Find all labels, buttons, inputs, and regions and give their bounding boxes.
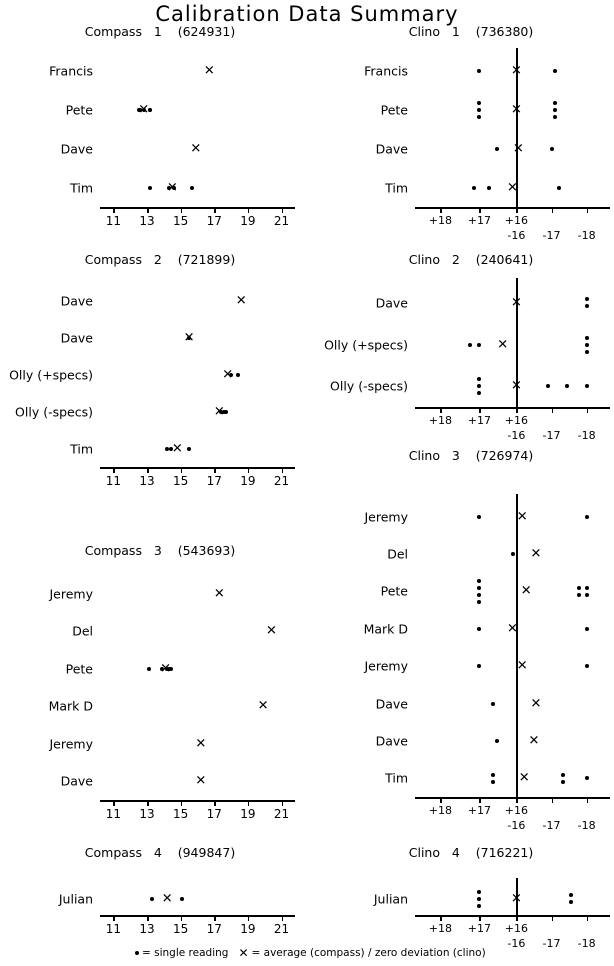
panel-title-compass-3: Compass 3 (543693) [84, 543, 236, 558]
row-label: Dave [60, 330, 93, 345]
axis-line-clino-4 [415, 915, 610, 917]
data-point [585, 304, 589, 308]
x-tick [479, 798, 481, 803]
data-point [477, 627, 481, 631]
page-title: Calibration Data Summary [155, 2, 459, 26]
row-label: Olly (+specs) [324, 337, 408, 352]
average-marker: ✕ [195, 773, 207, 789]
data-point [477, 593, 481, 597]
panel-title-compass-1: Compass 1 (624931) [84, 24, 236, 39]
data-point [561, 780, 565, 784]
x-tick-label: 13 [139, 922, 155, 936]
x-tick-label: 15 [173, 807, 189, 821]
data-point [577, 593, 581, 597]
x-tick-label: 21 [273, 922, 290, 936]
x-tick-label-top: +17 [467, 414, 491, 427]
data-point [577, 586, 581, 590]
x-tick [147, 801, 149, 806]
data-point [553, 115, 557, 119]
average-marker: ✕ [166, 180, 178, 196]
data-point [477, 69, 481, 73]
average-marker: ✕ [266, 623, 277, 639]
x-tick-label: 19 [240, 474, 256, 488]
x-tick-label-bottom: -16 [507, 937, 526, 950]
data-point [511, 552, 515, 556]
data-point [550, 147, 554, 151]
panel-title-clino-2: Clino 2 (240641) [408, 252, 534, 267]
x-tick [479, 208, 481, 213]
x-tick-label-top: +17 [467, 922, 491, 935]
x-tick-label-top: +16 [504, 922, 528, 935]
data-point [553, 101, 557, 105]
data-point [585, 776, 589, 780]
x-tick-label: 15 [173, 474, 189, 488]
average-marker: ✕ [161, 891, 173, 906]
x-tick [181, 916, 183, 921]
data-point [477, 391, 481, 395]
x-tick [113, 916, 115, 921]
x-tick [516, 208, 518, 213]
legend-cross-icon: ✕ [238, 946, 249, 960]
x-tick [248, 208, 250, 213]
x-tick-label: 19 [240, 214, 256, 228]
row-label: Olly (+specs) [9, 367, 93, 382]
data-point [477, 101, 481, 105]
x-tick [516, 408, 518, 413]
zero-deviation-marker: ✕ [518, 770, 530, 786]
x-tick-label: 11 [105, 922, 122, 936]
data-point [236, 373, 240, 377]
row-label: Del [387, 546, 408, 562]
legend-dot-icon [135, 951, 139, 955]
row-label: Julian [58, 891, 93, 906]
axis-line-clino-3 [415, 797, 610, 799]
average-marker: ✕ [203, 63, 215, 79]
x-tick [440, 208, 442, 213]
x-tick [282, 801, 284, 806]
axis-line-clino-2 [415, 407, 610, 409]
x-tick-label-bottom: -17 [542, 937, 561, 950]
x-tick-label: 11 [105, 807, 122, 821]
row-label: Pete [380, 102, 408, 118]
x-tick-label: 21 [273, 474, 290, 488]
data-point [477, 377, 481, 381]
zero-deviation-marker: ✕ [507, 621, 518, 637]
axis-line-compass-4 [100, 915, 295, 917]
data-point [477, 890, 481, 894]
row-label: Dave [375, 141, 408, 157]
data-point [150, 897, 154, 901]
x-tick [552, 798, 554, 803]
x-tick [147, 468, 149, 473]
average-marker: ✕ [183, 330, 195, 345]
x-tick [181, 468, 183, 473]
data-point [495, 739, 499, 743]
data-point [468, 343, 472, 347]
average-marker: ✕ [160, 661, 171, 677]
panel-title-clino-4: Clino 4 (716221) [408, 845, 534, 860]
x-tick-label-bottom: -18 [577, 937, 596, 950]
x-tick [516, 798, 518, 803]
axis-line-compass-2 [100, 467, 295, 469]
data-point [187, 447, 191, 451]
x-tick [479, 916, 481, 921]
x-tick [248, 801, 250, 806]
row-label: Dave [60, 293, 93, 308]
data-point [477, 600, 481, 604]
average-marker: ✕ [213, 586, 225, 602]
legend-dot-label: = single reading [142, 947, 229, 959]
row-label: Dave [60, 773, 93, 789]
x-tick [113, 468, 115, 473]
x-tick-label: 15 [173, 214, 189, 228]
x-tick-label-top: +16 [504, 214, 528, 227]
x-tick [587, 798, 589, 803]
x-tick [516, 916, 518, 921]
x-tick-label-top: +17 [467, 804, 491, 817]
x-tick [248, 916, 250, 921]
legend [0, 934, 614, 960]
average-marker: ✕ [171, 441, 183, 456]
data-point [495, 147, 499, 151]
x-tick [552, 208, 554, 213]
average-marker: ✕ [195, 736, 207, 752]
data-point [585, 586, 589, 590]
zero-deviation-marker: ✕ [510, 295, 522, 311]
data-point [477, 897, 481, 901]
data-point [565, 384, 569, 388]
x-tick-label-bottom: -16 [507, 819, 526, 832]
x-tick [214, 801, 216, 806]
x-tick [214, 208, 216, 213]
data-point [477, 904, 481, 908]
x-tick [440, 798, 442, 803]
x-tick-label-bottom: -17 [542, 429, 561, 442]
row-label: Mark D [363, 621, 408, 637]
x-tick-label: 17 [206, 807, 222, 821]
zero-deviation-marker: ✕ [530, 546, 542, 562]
axis-line-compass-3 [100, 800, 295, 802]
x-tick-label: 17 [206, 922, 222, 936]
row-label: Pete [65, 102, 93, 118]
x-tick-label: 11 [105, 214, 122, 228]
data-point [477, 343, 481, 347]
zero-line [516, 494, 518, 797]
zero-deviation-marker: ✕ [530, 696, 542, 712]
average-marker: ✕ [190, 141, 202, 157]
zero-deviation-marker: ✕ [520, 583, 532, 599]
x-tick-label: 17 [206, 214, 222, 228]
data-point [477, 115, 481, 119]
zero-deviation-marker: ✕ [507, 180, 518, 196]
row-label: Tim [385, 770, 408, 786]
x-tick [479, 408, 481, 413]
legend-cross-label: = average (compass) / zero deviation (clino) [251, 947, 486, 959]
x-tick [552, 916, 554, 921]
x-tick-label-top: +17 [467, 214, 491, 227]
zero-deviation-marker: ✕ [510, 102, 522, 118]
row-label: Del [72, 623, 93, 639]
data-point [585, 593, 589, 597]
data-point [585, 627, 589, 631]
row-label: Dave [375, 295, 408, 311]
x-tick [181, 801, 183, 806]
row-label: Francis [49, 63, 93, 79]
data-point [477, 108, 481, 112]
data-point [477, 579, 481, 583]
x-tick-label: 13 [139, 807, 155, 821]
data-point [585, 297, 589, 301]
data-point [487, 186, 491, 190]
data-point [585, 336, 589, 340]
x-tick-label: 19 [240, 807, 256, 821]
x-tick-label: 11 [105, 474, 122, 488]
data-point [546, 384, 550, 388]
x-tick-label-top: +16 [504, 804, 528, 817]
x-tick-label-bottom: -17 [542, 229, 561, 242]
row-label: Jeremy [364, 658, 408, 674]
row-label: Jeremy [49, 736, 93, 752]
x-tick [214, 916, 216, 921]
average-marker: ✕ [138, 102, 150, 118]
x-tick-label-bottom: -16 [507, 229, 526, 242]
data-point [553, 108, 557, 112]
x-tick-label-bottom: -17 [542, 819, 561, 832]
x-tick-label-bottom: -16 [507, 429, 526, 442]
data-point [477, 586, 481, 590]
row-label: Mark D [48, 698, 93, 714]
x-tick [282, 468, 284, 473]
x-tick [113, 208, 115, 213]
data-point [190, 186, 194, 190]
x-tick-label-bottom: -18 [577, 819, 596, 832]
x-tick-label-top: +18 [428, 804, 452, 817]
row-label: Julian [373, 891, 408, 906]
x-tick [587, 408, 589, 413]
zero-deviation-marker: ✕ [497, 337, 509, 352]
data-point [557, 186, 561, 190]
row-label: Jeremy [49, 586, 93, 602]
data-point [491, 702, 495, 706]
x-tick [248, 468, 250, 473]
panel-title-clino-3: Clino 3 (726974) [408, 448, 534, 463]
data-point [585, 515, 589, 519]
row-label: Tim [70, 441, 93, 456]
row-label: Tim [385, 180, 408, 196]
data-point [180, 897, 184, 901]
average-marker: ✕ [213, 404, 225, 419]
x-tick-label: 17 [206, 474, 222, 488]
data-point [491, 780, 495, 784]
data-point [585, 664, 589, 668]
x-tick [282, 916, 284, 921]
zero-deviation-marker: ✕ [510, 63, 522, 79]
x-tick [587, 916, 589, 921]
average-marker: ✕ [222, 367, 234, 382]
x-tick [440, 916, 442, 921]
row-label: Tim [70, 180, 93, 196]
x-tick-label-bottom: -18 [577, 229, 596, 242]
x-tick-label: 13 [139, 474, 155, 488]
row-label: Pete [380, 583, 408, 599]
x-tick [440, 408, 442, 413]
data-point [561, 773, 565, 777]
axis-line-clino-1 [415, 207, 610, 209]
data-point [477, 515, 481, 519]
data-point [585, 350, 589, 354]
data-point [148, 186, 152, 190]
data-point [553, 69, 557, 73]
data-point [569, 900, 573, 904]
x-tick-label-top: +18 [428, 214, 452, 227]
x-tick [147, 916, 149, 921]
data-point [477, 664, 481, 668]
x-tick [113, 801, 115, 806]
x-tick-label: 21 [273, 807, 290, 821]
data-point [585, 384, 589, 388]
x-tick-label-bottom: -18 [577, 429, 596, 442]
axis-line-compass-1 [100, 207, 295, 209]
row-label: Pete [65, 661, 93, 677]
x-tick [181, 208, 183, 213]
panel-title-compass-2: Compass 2 (721899) [84, 252, 236, 267]
zero-deviation-marker: ✕ [516, 658, 528, 674]
x-tick [587, 208, 589, 213]
x-tick-label: 21 [273, 214, 290, 228]
x-tick-label: 19 [240, 922, 256, 936]
data-point [491, 773, 495, 777]
zero-deviation-marker: ✕ [516, 509, 528, 525]
data-point [147, 667, 151, 671]
average-marker: ✕ [235, 293, 247, 308]
row-label: Jeremy [364, 509, 408, 525]
data-point [472, 186, 476, 190]
average-marker: ✕ [257, 698, 269, 714]
row-label: Dave [375, 733, 408, 749]
x-tick-label-top: +18 [428, 922, 452, 935]
x-tick-label: 15 [173, 922, 189, 936]
data-point [585, 343, 589, 347]
panel-title-clino-1: Clino 1 (736380) [408, 24, 534, 39]
row-label: Francis [364, 63, 408, 79]
x-tick [282, 208, 284, 213]
zero-deviation-marker: ✕ [510, 891, 522, 906]
zero-deviation-marker: ✕ [512, 141, 524, 157]
x-tick-label: 13 [139, 214, 155, 228]
zero-deviation-marker: ✕ [510, 378, 522, 394]
row-label: Dave [375, 696, 408, 712]
x-tick [147, 208, 149, 213]
zero-deviation-marker: ✕ [528, 733, 540, 749]
x-tick-label-top: +18 [428, 414, 452, 427]
data-point [569, 893, 573, 897]
row-label: Olly (-specs) [330, 378, 408, 394]
x-tick-label-top: +16 [504, 414, 528, 427]
data-point [477, 384, 481, 388]
panel-title-compass-4: Compass 4 (949847) [84, 845, 236, 860]
row-label: Dave [60, 141, 93, 157]
x-tick [552, 408, 554, 413]
row-label: Olly (-specs) [15, 404, 93, 419]
x-tick [214, 468, 216, 473]
